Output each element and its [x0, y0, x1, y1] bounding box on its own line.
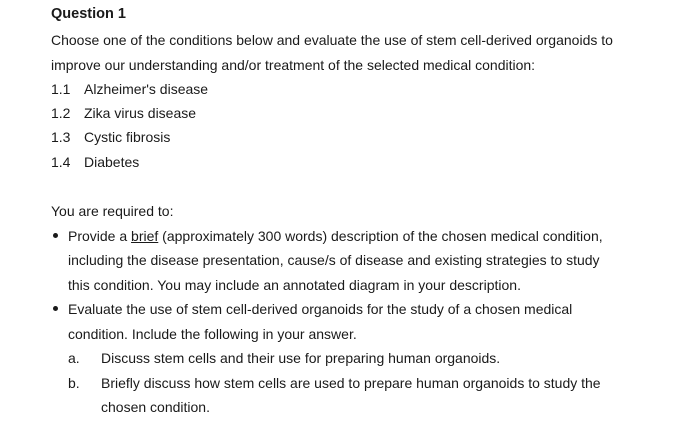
subitem-b-text-line-1: Briefly discuss how stem cells are used to prepare human organoids to study the [101, 375, 601, 391]
condition-number: 1.4 [51, 154, 71, 170]
question-title: Question 1 [51, 6, 126, 22]
subitem-b-text-line-2: chosen condition. [101, 399, 210, 415]
condition-label: Alzheimer's disease [84, 81, 209, 97]
condition-number: 1.1 [51, 81, 71, 97]
subitem-marker: b. [68, 375, 80, 391]
intro-line-1: Choose one of the conditions below and evaluate the use of stem cell-derived organoids to [51, 32, 613, 48]
intro-line-2: improve our understanding and/or treatment of the selected medical condition: [51, 57, 536, 73]
underlined-word: brief [131, 228, 159, 244]
bullet-1-line-3: this condition. You may include an annotated diagram in your description. [68, 277, 521, 293]
condition-label: Diabetes [84, 154, 140, 170]
bullet-1-line-1: Provide a brief (approximately 300 words) description of the chosen medical condition, [68, 228, 603, 244]
bullet-2-line-1: Evaluate the use of stem cell-derived organoids for the study of a chosen medical [68, 301, 573, 317]
bullet-2-line-2: condition. Include the following in your answer. [68, 326, 357, 342]
condition-number: 1.2 [51, 105, 71, 121]
condition-label: Cystic fibrosis [84, 129, 171, 145]
bullet-1-line-2: including the disease presentation, cause/s of disease and existing strategies to study [68, 252, 600, 268]
condition-number: 1.3 [51, 129, 71, 145]
bullet-dot [53, 233, 58, 238]
requirements-heading: You are required to: [51, 203, 174, 219]
subitem-a-text: Discuss stem cells and their use for preparing human organoids. [101, 350, 501, 366]
bullet-dot [53, 306, 58, 311]
condition-label: Zika virus disease [84, 105, 197, 121]
subitem-marker: a. [68, 350, 80, 366]
